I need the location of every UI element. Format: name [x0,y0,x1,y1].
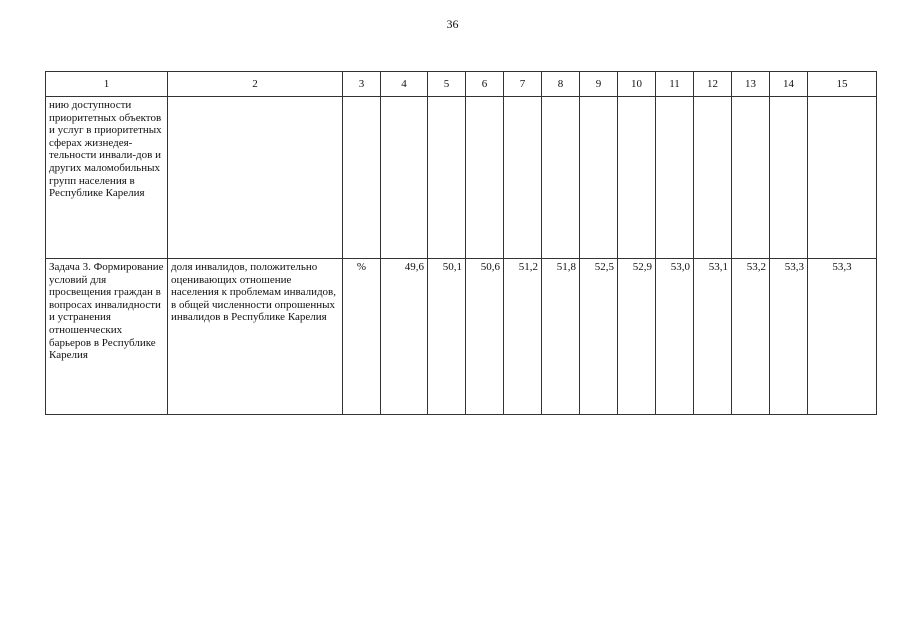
column-header: 14 [770,72,808,97]
value-cell: 53,3 [770,259,808,415]
header-row [46,72,877,97]
value-cell: 53,3 [808,259,877,415]
column-header: 8 [542,72,580,97]
value-cell [381,97,428,259]
column-header: 4 [381,72,428,97]
value-cell: 53,1 [694,259,732,415]
value-cell [732,97,770,259]
value-cell: 50,6 [466,259,504,415]
value-cell [770,97,808,259]
indicator-cell: доля инвалидов, положительно оценивающих отношение населения к проблемам инвалидов, в общей численности опрошенных инвалидов в Республике Карелия [168,259,343,415]
value-cell [656,97,694,259]
indicator-cell [168,97,343,259]
value-cell: 51,8 [542,259,580,415]
task-cell: Задача 3. Формирование условий для просвещения граждан в вопросах инвалидности и устранения отношенческих барьеров в Республике Карелия [46,259,168,415]
column-header: 13 [732,72,770,97]
column-header: 12 [694,72,732,97]
value-cell [580,97,618,259]
value-cell: 53,0 [656,259,694,415]
column-header: 3 [343,72,381,97]
column-header: 5 [428,72,466,97]
unit-cell [343,97,381,259]
value-cell [504,97,542,259]
value-cell [694,97,732,259]
task-cell: нию доступности приоритетных объектов и услуг в приоритетных сферах жизнедея-тельности инвали-дов и других маломобильных групп населения в Республике Карелия [46,97,168,259]
indicators-table [45,71,877,415]
column-header: 1 [46,72,168,97]
unit-cell: % [343,259,381,415]
page-number: 36 [446,17,459,31]
value-cell: 52,9 [618,259,656,415]
table-row [46,97,877,259]
column-header: 11 [656,72,694,97]
value-cell: 51,2 [504,259,542,415]
column-header: 10 [618,72,656,97]
value-cell: 52,5 [580,259,618,415]
value-cell [466,97,504,259]
column-header: 2 [168,72,343,97]
value-cell [618,97,656,259]
column-header: 15 [808,72,877,97]
value-cell [428,97,466,259]
table-row [46,259,877,415]
value-cell: 50,1 [428,259,466,415]
value-cell: 53,2 [732,259,770,415]
column-header: 7 [504,72,542,97]
value-cell [808,97,877,259]
value-cell [542,97,580,259]
value-cell: 49,6 [381,259,428,415]
column-header: 6 [466,72,504,97]
column-header: 9 [580,72,618,97]
